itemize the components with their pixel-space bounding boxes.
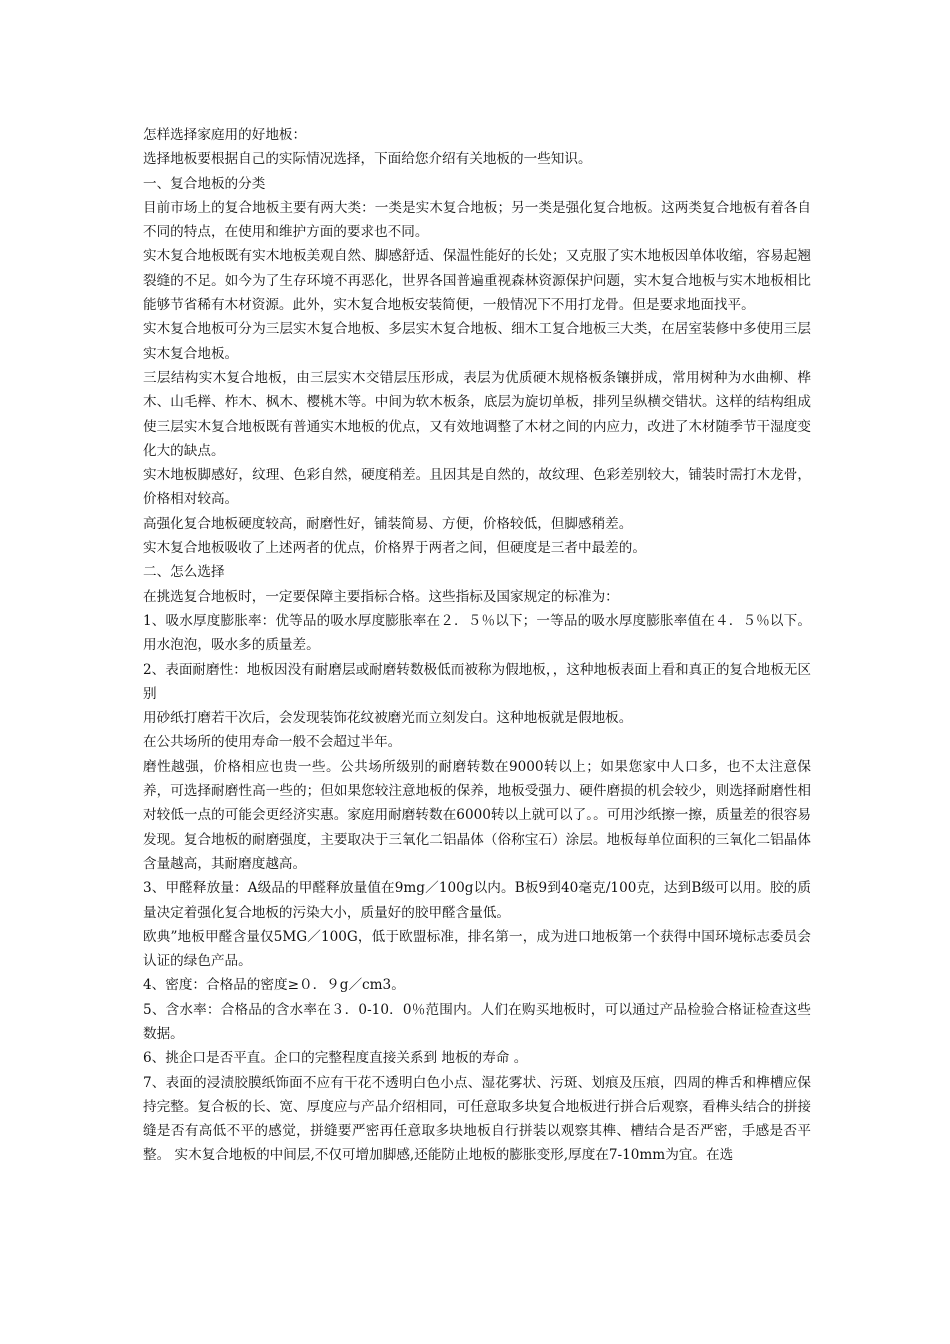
list-item: 3、甲醛释放量：A级品的甲醛释放量值在9mg／100g以内。B板9到40毫克/100克，达到B级可以用。胶的质量决定着强化复合地板的污染大小，质量好的胶甲醛含量低。 <box>143 880 811 921</box>
paragraph: 在公共场所的使用寿命一般不会超过半年。 <box>143 734 402 751</box>
paragraph: 实木复合地板既有实木地板美观自然、脚感舒适、保温性能好的长处；又克服了实木地板因单体收缩，容易起翘裂缝的不足。如今为了生存环境不再恶化，世界各国普遍重视森林资源保护问题，实木复合地板与实木地板相比能够节省稀有木材资源。此外，实木复合地板安装简便，一般情况下不用打龙骨。但是要求地面找平。 <box>143 248 811 314</box>
list-item: 2、表面耐磨性：地板因没有耐磨层或耐磨转数极低而被称为假地板，，这种地板表面上看和真正的复合地板无区别 <box>143 661 811 702</box>
list-item: 6、挑企口是否平直。企口的完整程度直接关系到 地板的寿命 。 <box>143 1050 528 1067</box>
list-item: 4、密度：合格品的密度≥０．９g／cm3。 <box>143 977 405 994</box>
section-heading-classification: 一、复合地板的分类 <box>143 175 266 192</box>
paragraph: 高强化复合地板硬度较高，耐磨性好，铺装简易、方便，价格较低，但脚感稍差。 <box>143 515 633 532</box>
section-heading-selection: 二、怎么选择 <box>143 564 225 581</box>
paragraph: 实木复合地板可分为三层实木复合地板、多层实木复合地板、细木工复合地板三大类，在居室装修中多使用三层实木复合地板。 <box>143 321 811 362</box>
list-item: 7、表面的浸渍胶膜纸饰面不应有干花不透明白色小点、湿花雾状、污斑、划痕及压痕，四周的榫舌和榫槽应保持完整。复合板的长、宽、厚度应与产品介绍相同，可任意取多块复合地板进行拼合后观察，看榫头结合的拼接缝是否有高低不平的感觉，拼缝要严密再任意取多块地板自行拼装以观察其榫、槽结合是否严密，手感是否平整。 实木复合地板的中间层,不仅可增加脚感,还能防止地板的膨胀变形,厚度在7-10mm为宜。在选 <box>143 1074 811 1164</box>
doc-title: 怎样选择家庭用的好地板： <box>143 127 307 143</box>
paragraph: 实木复合地板吸收了上述两者的优点，价格界于两者之间，但硬度是三者中最差的。 <box>143 540 646 557</box>
paragraph: 欧典”地板甲醛含量仅5MG／100G，低于欧盟标准，排名第一，成为进口地板第一个获得中国环境标志委员会认证的绿色产品。 <box>143 928 811 970</box>
paragraph: 用砂纸打磨若干次后，会发现装饰花纹被磨光而立刻发白。这种地板就是假地板。 <box>143 710 633 727</box>
list-item: 1、吸水厚度膨胀率：优等品的吸水厚度膨胀率在２．５％以下；一等品的吸水厚度膨胀率值在４．５％以下。用水泡泡，吸水多的质量差。 <box>143 612 811 654</box>
doc-intro: 选择地板要根据自己的实际情况选择，下面给您介绍有关地板的一些知识。 <box>143 151 592 168</box>
document-body <box>143 123 811 1168</box>
list-item: 5、含水率：合格品的含水率在３．0-10．0％范围内。人们在购买地板时，可以通过产品检验合格证检查这些数据。 <box>143 1001 811 1042</box>
paragraph: 目前市场上的复合地板主要有两大类：一类是实木复合地板；另一类是强化复合地板。这两类复合地板有着各自不同的特点，在使用和维护方面的要求也不同。 <box>143 199 811 241</box>
paragraph: 磨性越强，价格相应也贵一些。公共场所级别的耐磨转数在9000转以上；如果您家中人口多，也不太注意保养，可选择耐磨性高一些的；但如果您较注意地板的保养，地板受强力、硬件磨损的机会较少，则选择耐磨性相对较低一点的可能会更经济实惠。家庭用耐磨转数在6000转以上就可以了。。可用沙纸擦一擦，质量差的很容易发现。复合地板的耐磨强度，主要取决于三氧化二铝晶体（俗称宝石）涂层。地板每单位面积的三氧化二铝晶体含量越高，其耐磨度越高。 <box>143 758 811 872</box>
paragraph: 三层结构实木复合地板，由三层实木交错层压形成，表层为优质硬木规格板条镶拼成，常用树种为水曲柳、桦木、山毛榉、柞木、枫木、樱桃木等。中间为软木板条，底层为旋切单板，排列呈纵横交错状。这样的结构组成使三层实木复合地板既有普通实木地板的优点，又有效地调整了木材之间的内应力，改进了木材随季节干湿度变化大的缺点。 <box>143 369 811 459</box>
paragraph: 在挑选复合地板时，一定要保障主要指标合格。这些指标及国家规定的标准为： <box>143 588 619 605</box>
paragraph: 实木地板脚感好，纹理、色彩自然，硬度稍差。且因其是自然的，故纹理、色彩差别较大，铺装时需打木龙骨，价格相对较高。 <box>143 467 811 508</box>
